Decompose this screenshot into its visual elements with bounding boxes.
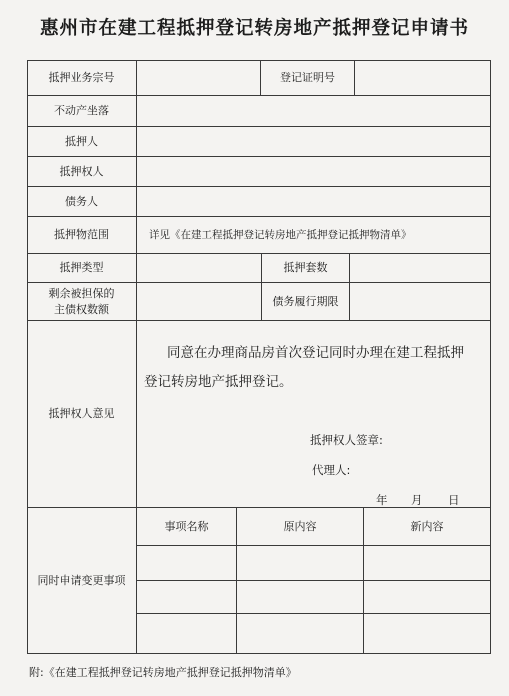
- change-header-original: 原内容: [283, 519, 317, 533]
- table-border-bottom: [27, 653, 491, 654]
- application-form: [27, 60, 491, 654]
- page-title: 惠州市在建工程抵押登记转房地产抵押登记申请书: [39, 18, 469, 39]
- mortgagee-field[interactable]: [137, 157, 490, 186]
- remaining-label-line1: 剩余被担保的: [48, 286, 115, 300]
- type-field[interactable]: [137, 254, 261, 282]
- remaining-field[interactable]: [137, 283, 261, 320]
- change-row-1-new[interactable]: [364, 546, 490, 580]
- date-month: 月: [411, 493, 423, 507]
- cert-no-field[interactable]: [355, 60, 490, 96]
- debtor-label: 债务人: [65, 194, 98, 208]
- change-row-2-new[interactable]: [364, 581, 490, 613]
- cert-no-label: 登记证明号: [280, 71, 335, 84]
- scope-value: 详见《在建工程抵押登记转房地产抵押登记抵押物清单》: [149, 229, 412, 241]
- attachment-note: 附:《在建工程抵押登记转房地产抵押登记抵押物清单》: [29, 666, 297, 679]
- opinion-label: 抵押权人意见: [48, 407, 115, 420]
- change-row-1-original[interactable]: [237, 546, 363, 580]
- change-row-3-item[interactable]: [137, 614, 236, 653]
- change-header-new: 新内容: [410, 519, 444, 533]
- debtor-field[interactable]: [137, 187, 490, 216]
- term-field[interactable]: [350, 283, 490, 320]
- mortgagee-label: 抵押权人: [59, 164, 104, 178]
- location-label: 不动产坐落: [54, 104, 109, 117]
- scope-label: 抵押物范围: [54, 228, 109, 241]
- count-field[interactable]: [350, 254, 490, 282]
- mortgagee-seal-label: 抵押权人签章:: [310, 433, 383, 447]
- mortgagor-label: 抵押人: [65, 134, 98, 148]
- date-day: 日: [448, 493, 460, 507]
- type-label: 抵押类型: [59, 261, 104, 274]
- remaining-label-line2: 主债权数额: [54, 302, 109, 316]
- opinion-line-1: 同意在办理商品房首次登记同时办理在建工程抵押: [167, 345, 464, 361]
- change-row-3-original[interactable]: [237, 614, 363, 653]
- change-row-3-new[interactable]: [364, 614, 490, 653]
- change-header-item: 事项名称: [164, 519, 209, 533]
- location-field[interactable]: [137, 96, 490, 126]
- business-no-field[interactable]: [137, 60, 260, 96]
- count-label: 抵押套数: [283, 261, 328, 274]
- remaining-label: [27, 283, 136, 320]
- agent-label: 代理人:: [312, 463, 351, 477]
- date-year: 年: [376, 493, 388, 507]
- change-row-2-original[interactable]: [237, 581, 363, 613]
- business-no-label: 抵押业务宗号: [48, 71, 115, 84]
- term-label: 债务履行期限: [272, 294, 339, 308]
- change-row-1-item[interactable]: [137, 546, 236, 580]
- change-label: 同时申请变更事项: [37, 573, 126, 587]
- opinion-line-2: 登记转房地产抵押登记。: [144, 374, 293, 390]
- mortgagor-field[interactable]: [137, 127, 490, 156]
- change-row-2-item[interactable]: [137, 581, 236, 613]
- table-border-right: [490, 60, 491, 654]
